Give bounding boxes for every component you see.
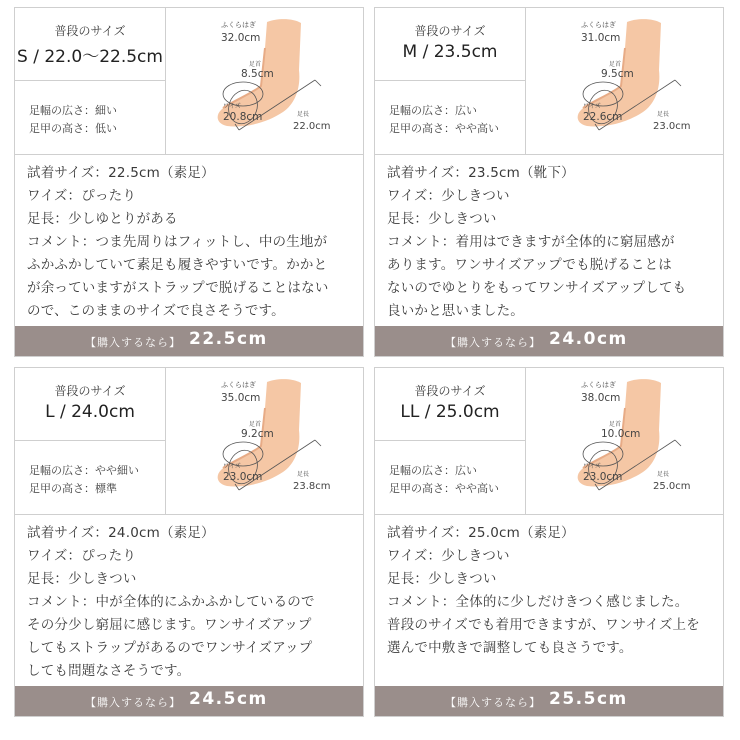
- instep-height-label: 足甲の高さ：やや高い: [389, 482, 499, 495]
- buy-recommendation-bar: [375, 326, 723, 356]
- usual-size-value: M / 23.5cm: [402, 42, 498, 62]
- panel-header: [375, 8, 723, 155]
- foot-width-label: 足幅の広さ：広い: [389, 104, 477, 117]
- foot-width-label: 足幅の広さ：やや細い: [29, 464, 139, 477]
- buy-size-value: 24.0cm: [549, 329, 628, 349]
- length-caption: 足長: [657, 471, 670, 478]
- usual-size-box: [15, 368, 166, 441]
- ankle-value: 9.2cm: [241, 428, 274, 440]
- foot-measurement-diagram: [525, 368, 725, 514]
- panel-header: [375, 368, 723, 515]
- ankle-value: 9.5cm: [601, 68, 634, 80]
- length-caption: 足長: [657, 111, 670, 118]
- buy-size-value: 25.5cm: [549, 689, 628, 709]
- foot-fit-box: [375, 80, 526, 154]
- wise-value: 23.0cm: [223, 471, 263, 483]
- buy-label: 【購入するなら】: [445, 336, 541, 349]
- wise-caption: ワイズ: [223, 463, 241, 470]
- ankle-caption: 足首: [249, 421, 262, 428]
- usual-size-box: [375, 368, 526, 441]
- panel-header: [15, 368, 363, 515]
- ankle-caption: 足首: [609, 61, 622, 68]
- buy-size-value: 22.5cm: [189, 329, 268, 349]
- length-value: 22.0cm: [293, 121, 331, 132]
- fitting-comment: 試着サイズ：23.5cm（靴下） ワイズ：少しきつい 足長：少しきつい コメント：着用はできますが全体的に窮屈感が あります。ワンサイズアップでも脱げることは ないのでゆとりをもってワンサイズアップしても 良いかと思いました。: [387, 165, 687, 319]
- calf-caption: ふくらはぎ: [221, 381, 256, 389]
- foot-measurement-diagram: [165, 368, 365, 514]
- calf-value: 31.0cm: [581, 32, 621, 44]
- wise-value: 23.0cm: [583, 471, 623, 483]
- usual-size-caption: 普段のサイズ: [414, 24, 486, 38]
- foot-measurement-diagram: [525, 8, 725, 154]
- ankle-value: 10.0cm: [601, 428, 641, 440]
- length-caption: 足長: [297, 111, 310, 118]
- length-caption: 足長: [297, 471, 310, 478]
- calf-caption: ふくらはぎ: [221, 21, 256, 29]
- foot-fit-box: [15, 80, 166, 154]
- size-panel-s: [14, 7, 364, 357]
- usual-size-caption: 普段のサイズ: [54, 384, 126, 398]
- buy-recommendation-bar: [375, 686, 723, 716]
- instep-height-label: 足甲の高さ：低い: [29, 122, 117, 135]
- wise-caption: ワイズ: [223, 103, 241, 110]
- instep-height-label: 足甲の高さ：標準: [29, 482, 117, 495]
- length-value: 23.8cm: [293, 481, 331, 492]
- usual-size-box: [375, 8, 526, 81]
- wise-caption: ワイズ: [583, 463, 601, 470]
- buy-label: 【購入するなら】: [85, 336, 181, 349]
- fitting-comment: 試着サイズ：25.0cm（素足） ワイズ：少しきつい 足長：少しきつい コメント：全体的に少しだけきつく感じました。 普段のサイズでも着用できますが、ワンサイズ上を 選んで中敷きで調整しても良さうです。: [387, 525, 700, 656]
- ankle-value: 8.5cm: [241, 68, 274, 80]
- ankle-caption: 足首: [609, 421, 622, 428]
- fitting-comment: 試着サイズ：24.0cm（素足） ワイズ：ぴったり 足長：少しきつい コメント：中が全体的にふかふかしているので その分少し窮屈に感じます。ワンサイズアップ してもストラップがあるのでワンサイズアップ しても問題なさそうです。: [27, 525, 315, 679]
- calf-value: 32.0cm: [221, 32, 261, 44]
- usual-size-box: [15, 8, 166, 81]
- panel-header: [15, 8, 363, 155]
- wise-value: 20.8cm: [223, 111, 263, 123]
- usual-size-caption: 普段のサイズ: [54, 24, 126, 38]
- usual-size-value: L / 24.0cm: [45, 402, 135, 422]
- foot-width-label: 足幅の広さ：広い: [389, 464, 477, 477]
- calf-value: 35.0cm: [221, 392, 261, 404]
- buy-recommendation-bar: [15, 686, 363, 716]
- foot-measurement-diagram: [165, 8, 365, 154]
- buy-recommendation-bar: [15, 326, 363, 356]
- length-value: 23.0cm: [653, 121, 691, 132]
- calf-caption: ふくらはぎ: [581, 21, 616, 29]
- size-panel-m: [374, 7, 724, 357]
- buy-label: 【購入するなら】: [85, 696, 181, 709]
- foot-fit-box: [375, 440, 526, 514]
- wise-caption: ワイズ: [583, 103, 601, 110]
- size-panel-ll: [374, 367, 724, 717]
- usual-size-value: LL / 25.0cm: [400, 402, 500, 422]
- size-panel-l: [14, 367, 364, 717]
- usual-size-value: S / 22.0〜22.5cm: [17, 47, 163, 67]
- foot-width-label: 足幅の広さ：細い: [29, 104, 117, 117]
- instep-height-label: 足甲の高さ：やや高い: [389, 122, 499, 135]
- calf-caption: ふくらはぎ: [581, 381, 616, 389]
- foot-fit-box: [15, 440, 166, 514]
- buy-label: 【購入するなら】: [445, 696, 541, 709]
- calf-value: 38.0cm: [581, 392, 621, 404]
- fitting-comment: 試着サイズ：22.5cm（素足） ワイズ：ぴったり 足長：少しゆとりがある コメント：つま先周りはフィットし、中の生地が ふかふかしていて素足も履きやすいです。かかと が余っていますがストラップで脱げることはない ので、このままのサイズで良さそうです。: [27, 165, 329, 319]
- ankle-caption: 足首: [249, 61, 262, 68]
- wise-value: 22.6cm: [583, 111, 623, 123]
- usual-size-caption: 普段のサイズ: [414, 384, 486, 398]
- length-value: 25.0cm: [653, 481, 691, 492]
- buy-size-value: 24.5cm: [189, 689, 268, 709]
